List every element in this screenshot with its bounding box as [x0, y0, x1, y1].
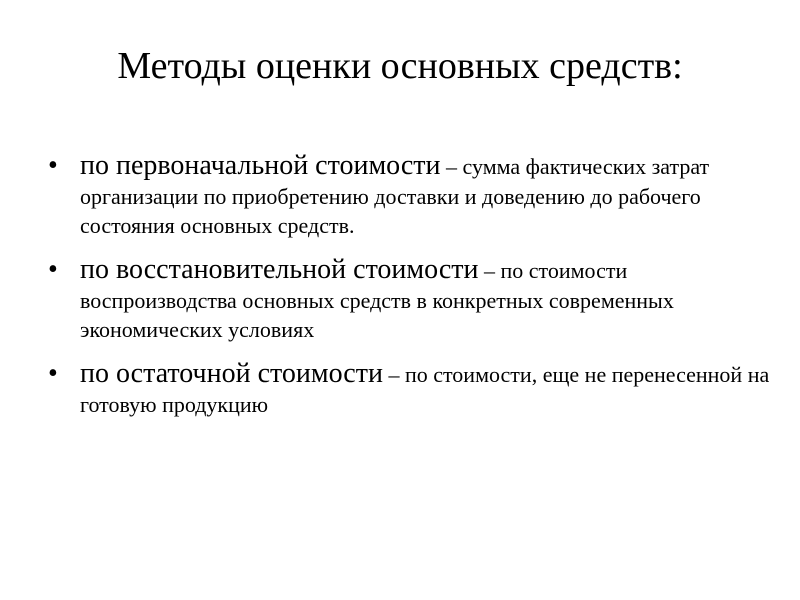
bullet-text — [80, 358, 774, 419]
bullet-description: – сумма фактических затрат организации по приобретению доставки и доведению до рабочего состояния основных средств. — [80, 154, 710, 238]
bullet-term: по восстановительной стоимости — [80, 254, 479, 285]
bullet-item-replacement-cost — [44, 254, 774, 344]
bullet-item-original-cost — [44, 150, 774, 240]
bullet-marker: • — [48, 254, 58, 285]
bullet-term: по первоначальной стоимости — [80, 150, 441, 181]
bullet-term: по остаточной стоимости — [80, 358, 383, 389]
bullet-description: – по стоимости воспроизводства основных средств в конкретных современных экономических условиях — [80, 258, 674, 342]
bullet-marker: • — [48, 358, 58, 389]
bullet-text — [80, 254, 774, 344]
bullet-description: – по стоимости, еще не перенесенной на готовую продукцию — [80, 362, 770, 417]
bullet-marker: • — [48, 150, 58, 181]
bullet-item-residual-cost — [44, 358, 774, 419]
bullet-text — [80, 150, 774, 240]
slide-title: Методы оценки основных средств: — [117, 45, 683, 87]
bullet-list — [44, 150, 774, 433]
